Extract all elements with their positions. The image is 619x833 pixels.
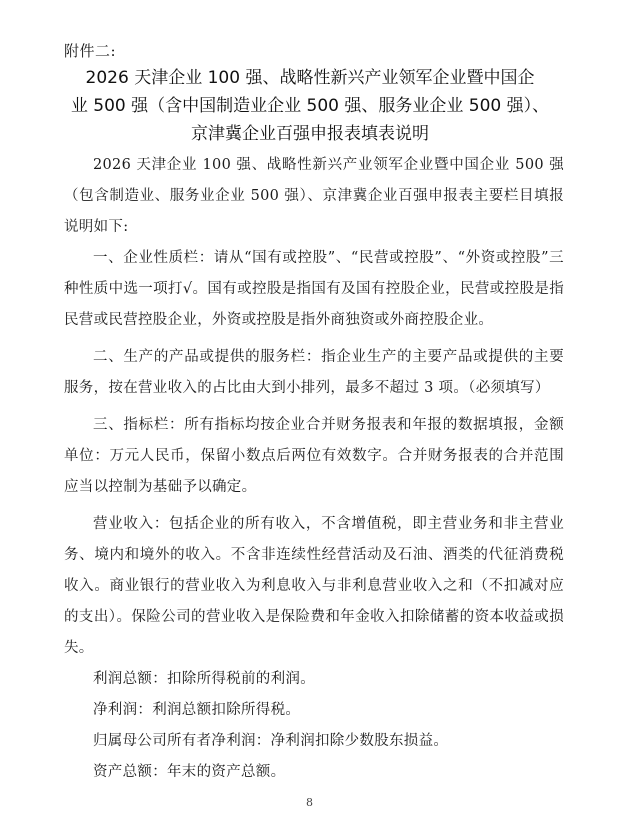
title-line-3: 京津冀企业百强申报表填表说明 (191, 124, 429, 144)
title-line-1: 2026 天津企业 100 强、战略性新兴产业领军企业暨中国企 (85, 68, 535, 88)
document-title (50, 64, 570, 148)
total-assets-definition: 资产总额：年末的资产总额。 (93, 764, 286, 780)
attachment-label: 附件二: (64, 42, 117, 60)
revenue-definition: 营业收入：包括企业的所有收入，不含增值税，即主营业务和非主营业务、境内和境外的收入。不含非连续性经营活动及石油、酒类的代征消费税收入。商业银行的营业收入为利息收入与非利息营业收入之和（不扣减对应的支出）。保险公司的营业收入是保险费和年金收入扣除储蓄的资本收益或损失。 (64, 516, 564, 656)
title-line-2: 业 500 强（含中国制造业企业 500 强、服务业企业 500 强）、 (70, 96, 550, 116)
section-indicators: 三、指标栏：所有指标均按企业合并财务报表和年报的数据填报，金额单位：万元人民币，保留小数点后两位有效数字。合并财务报表的合并范围应当以控制为基础予以确定。 (64, 417, 564, 495)
net-profit-definition: 净利润：利润总额扣除所得税。 (93, 702, 301, 718)
intro-paragraph: 2026 天津企业 100 强、战略性新兴产业领军企业暨中国企业 500 强（包含制造业、服务业企业 500 强）、京津冀企业百强申报表主要栏目填报说明如下: (64, 157, 564, 235)
parent-net-profit-definition: 归属母公司所有者净利润：净利润扣除少数股东损益。 (93, 733, 449, 749)
section-products-services: 二、生产的产品或提供的服务栏：指企业生产的主要产品或提供的主要服务，按在营业收入的占比由大到小排列，最多不超过 3 项。（必须填写） (64, 349, 564, 396)
section-enterprise-nature: 一、企业性质栏：请从“国有或控股”、“民营或控股”、“外资或控股”三种性质中选一项打√。国有或控股是指国有及国有控股企业，民营或控股是指民营或民营控股企业，外资或控股是指外商独资或外商控股企业。 (64, 250, 564, 328)
page-number: 8 (306, 796, 313, 809)
total-profit-definition: 利润总额：扣除所得税前的利润。 (93, 671, 315, 687)
document-body (64, 150, 564, 788)
